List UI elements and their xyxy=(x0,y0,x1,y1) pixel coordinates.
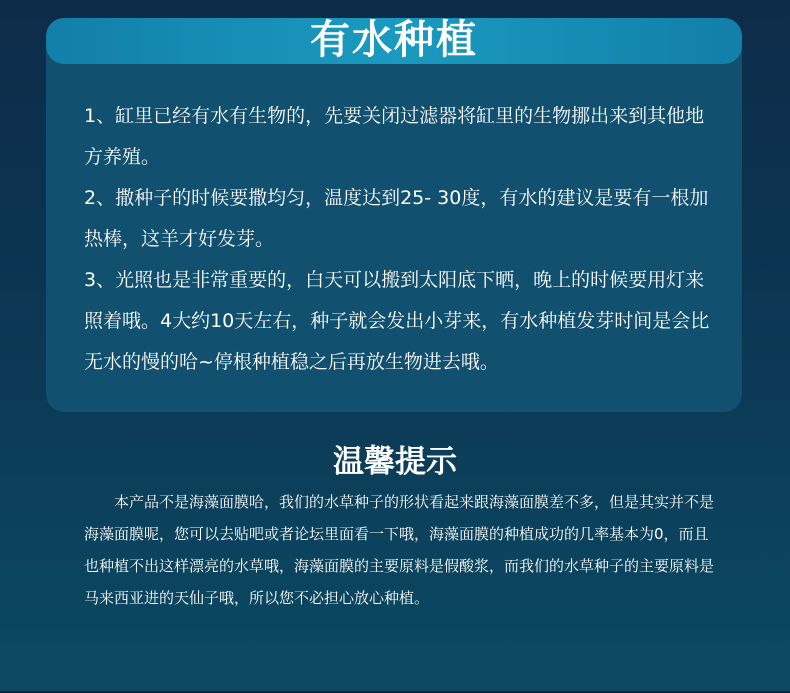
card-title: 有水种植 xyxy=(310,17,478,63)
step-item-1: 1、缸里已经有水有生物的，先要关闭过滤器将缸里的生物挪出来到其他地方养殖。 xyxy=(84,105,705,168)
steps-list xyxy=(84,96,714,383)
step-item-3: 3、光照也是非常重要的，白天可以搬到太阳底下晒，晚上的时候要用灯来照着哦。4大约10天左右，种子就会发出小芽来，有水种植发芽时间是会比无水的慢的哈~停根种植稳之后再放生物进去哦。 xyxy=(84,269,710,373)
step-item-2: 2、撒种子的时候要撒均匀，温度达到25- 30度，有水的建议是要有一根加热棒，这羊才好发芽。 xyxy=(84,187,709,250)
tips-title: 温馨提示 xyxy=(333,444,457,480)
title-banner xyxy=(46,18,742,64)
planting-card xyxy=(46,18,742,412)
tips-body: 本产品不是海藻面膜哈，我们的水草种子的形状看起来跟海藻面膜差不多，但是其实并不是海藻面膜呢，您可以去贴吧或者论坛里面看一下哦，海藻面膜的种植成功的几率基本为0，而且也种植不出这样漂亮的水草哦，海藻面膜的主要原料是假酸浆，而我们的水草种子的主要原料是马来西亚进的天仙子哦，所以您不必担心放心种植。 xyxy=(84,493,715,607)
